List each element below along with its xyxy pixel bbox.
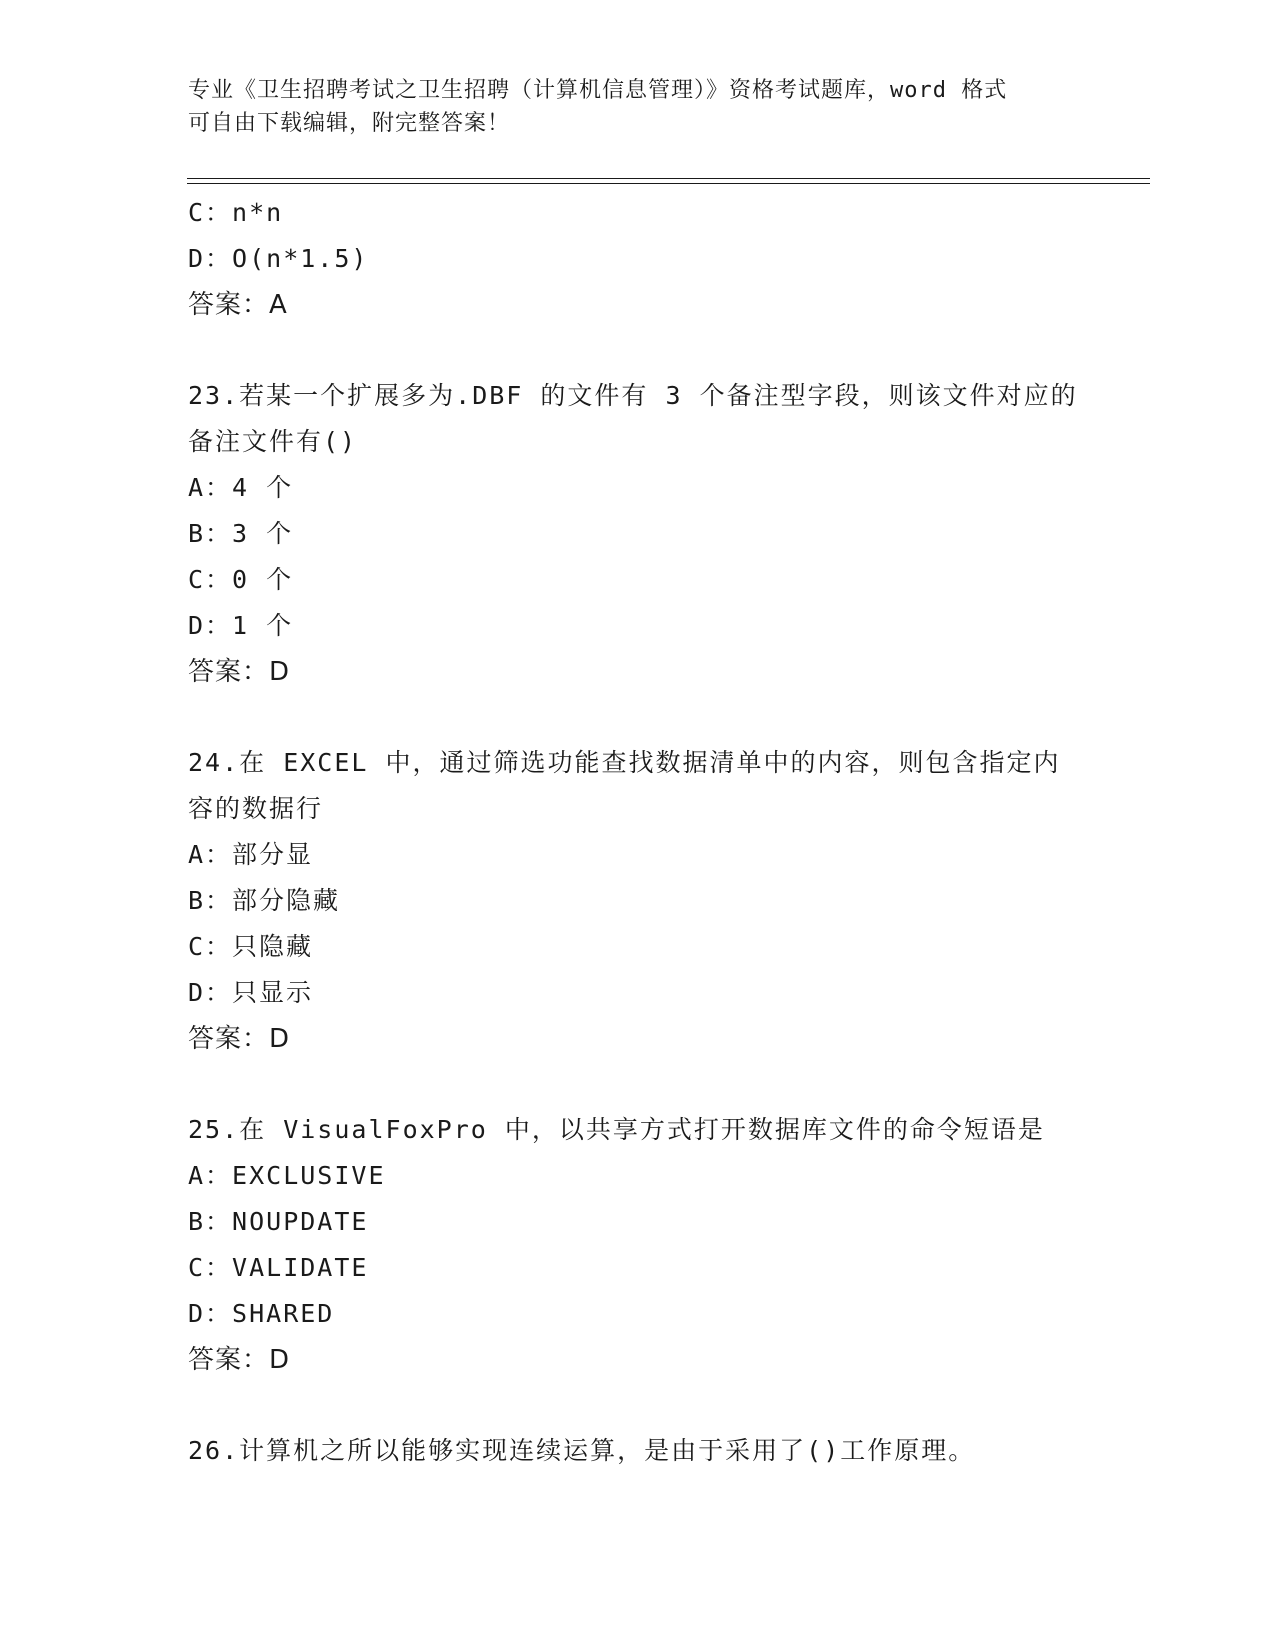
- option-d: D：SHARED: [188, 1299, 335, 1328]
- spacer: [188, 328, 1088, 373]
- header-line-1: 专业《卫生招聘考试之卫生招聘（计算机信息管理）》资格考试题库，word 格式: [188, 78, 1008, 103]
- option-a: A：4 个: [188, 473, 294, 502]
- answer-line: 答案：D: [188, 1345, 291, 1375]
- question-stem-continued: 备注文件有(): [188, 427, 358, 456]
- answer-line: 答案：D: [188, 657, 291, 687]
- option-b: B：3 个: [188, 519, 294, 548]
- spacer: [188, 695, 1088, 740]
- question-26: [188, 1428, 1088, 1474]
- option-c: C：0 个: [188, 565, 294, 594]
- spacer: [188, 1062, 1088, 1107]
- spacer: [188, 1383, 1088, 1428]
- question-24: [188, 740, 1088, 1062]
- question-stem-continued: 容的数据行: [188, 794, 324, 823]
- option-b: B：部分隐藏: [188, 886, 341, 915]
- question-stem: 24.在 EXCEL 中，通过筛选功能查找数据清单中的内容，则包含指定内: [188, 748, 1061, 777]
- header-line-2: 可自由下载编辑，附完整答案！: [188, 111, 511, 136]
- option-a: A：EXCLUSIVE: [188, 1161, 386, 1190]
- option-c: C：只隐藏: [188, 932, 314, 961]
- option-c: C：VALIDATE: [188, 1253, 369, 1282]
- answer-line: 答案：D: [188, 1024, 291, 1054]
- option-c: C：n*n: [188, 198, 284, 227]
- answer-line: 答案：A: [188, 290, 288, 320]
- header-divider-bottom: [187, 183, 1150, 184]
- question-stem: 23.若某一个扩展多为.DBF 的文件有 3 个备注型字段，则该文件对应的: [188, 381, 1078, 410]
- question-stem: 26.计算机之所以能够实现连续运算，是由于采用了()工作原理。: [188, 1436, 976, 1465]
- question-23: [188, 373, 1088, 695]
- question-stem: 25.在 VisualFoxPro 中，以共享方式打开数据库文件的命令短语是: [188, 1115, 1045, 1144]
- option-d: D：1 个: [188, 611, 294, 640]
- question-25: [188, 1107, 1088, 1383]
- question-22: [188, 190, 1088, 328]
- option-b: B：NOUPDATE: [188, 1207, 369, 1236]
- question-list: [188, 190, 1088, 1474]
- document-header: [188, 74, 1088, 140]
- option-d: D：只显示: [188, 978, 314, 1007]
- option-a: A：部分显: [188, 840, 314, 869]
- header-divider-top: [187, 178, 1150, 179]
- option-d: D：O(n*1.5): [188, 244, 369, 273]
